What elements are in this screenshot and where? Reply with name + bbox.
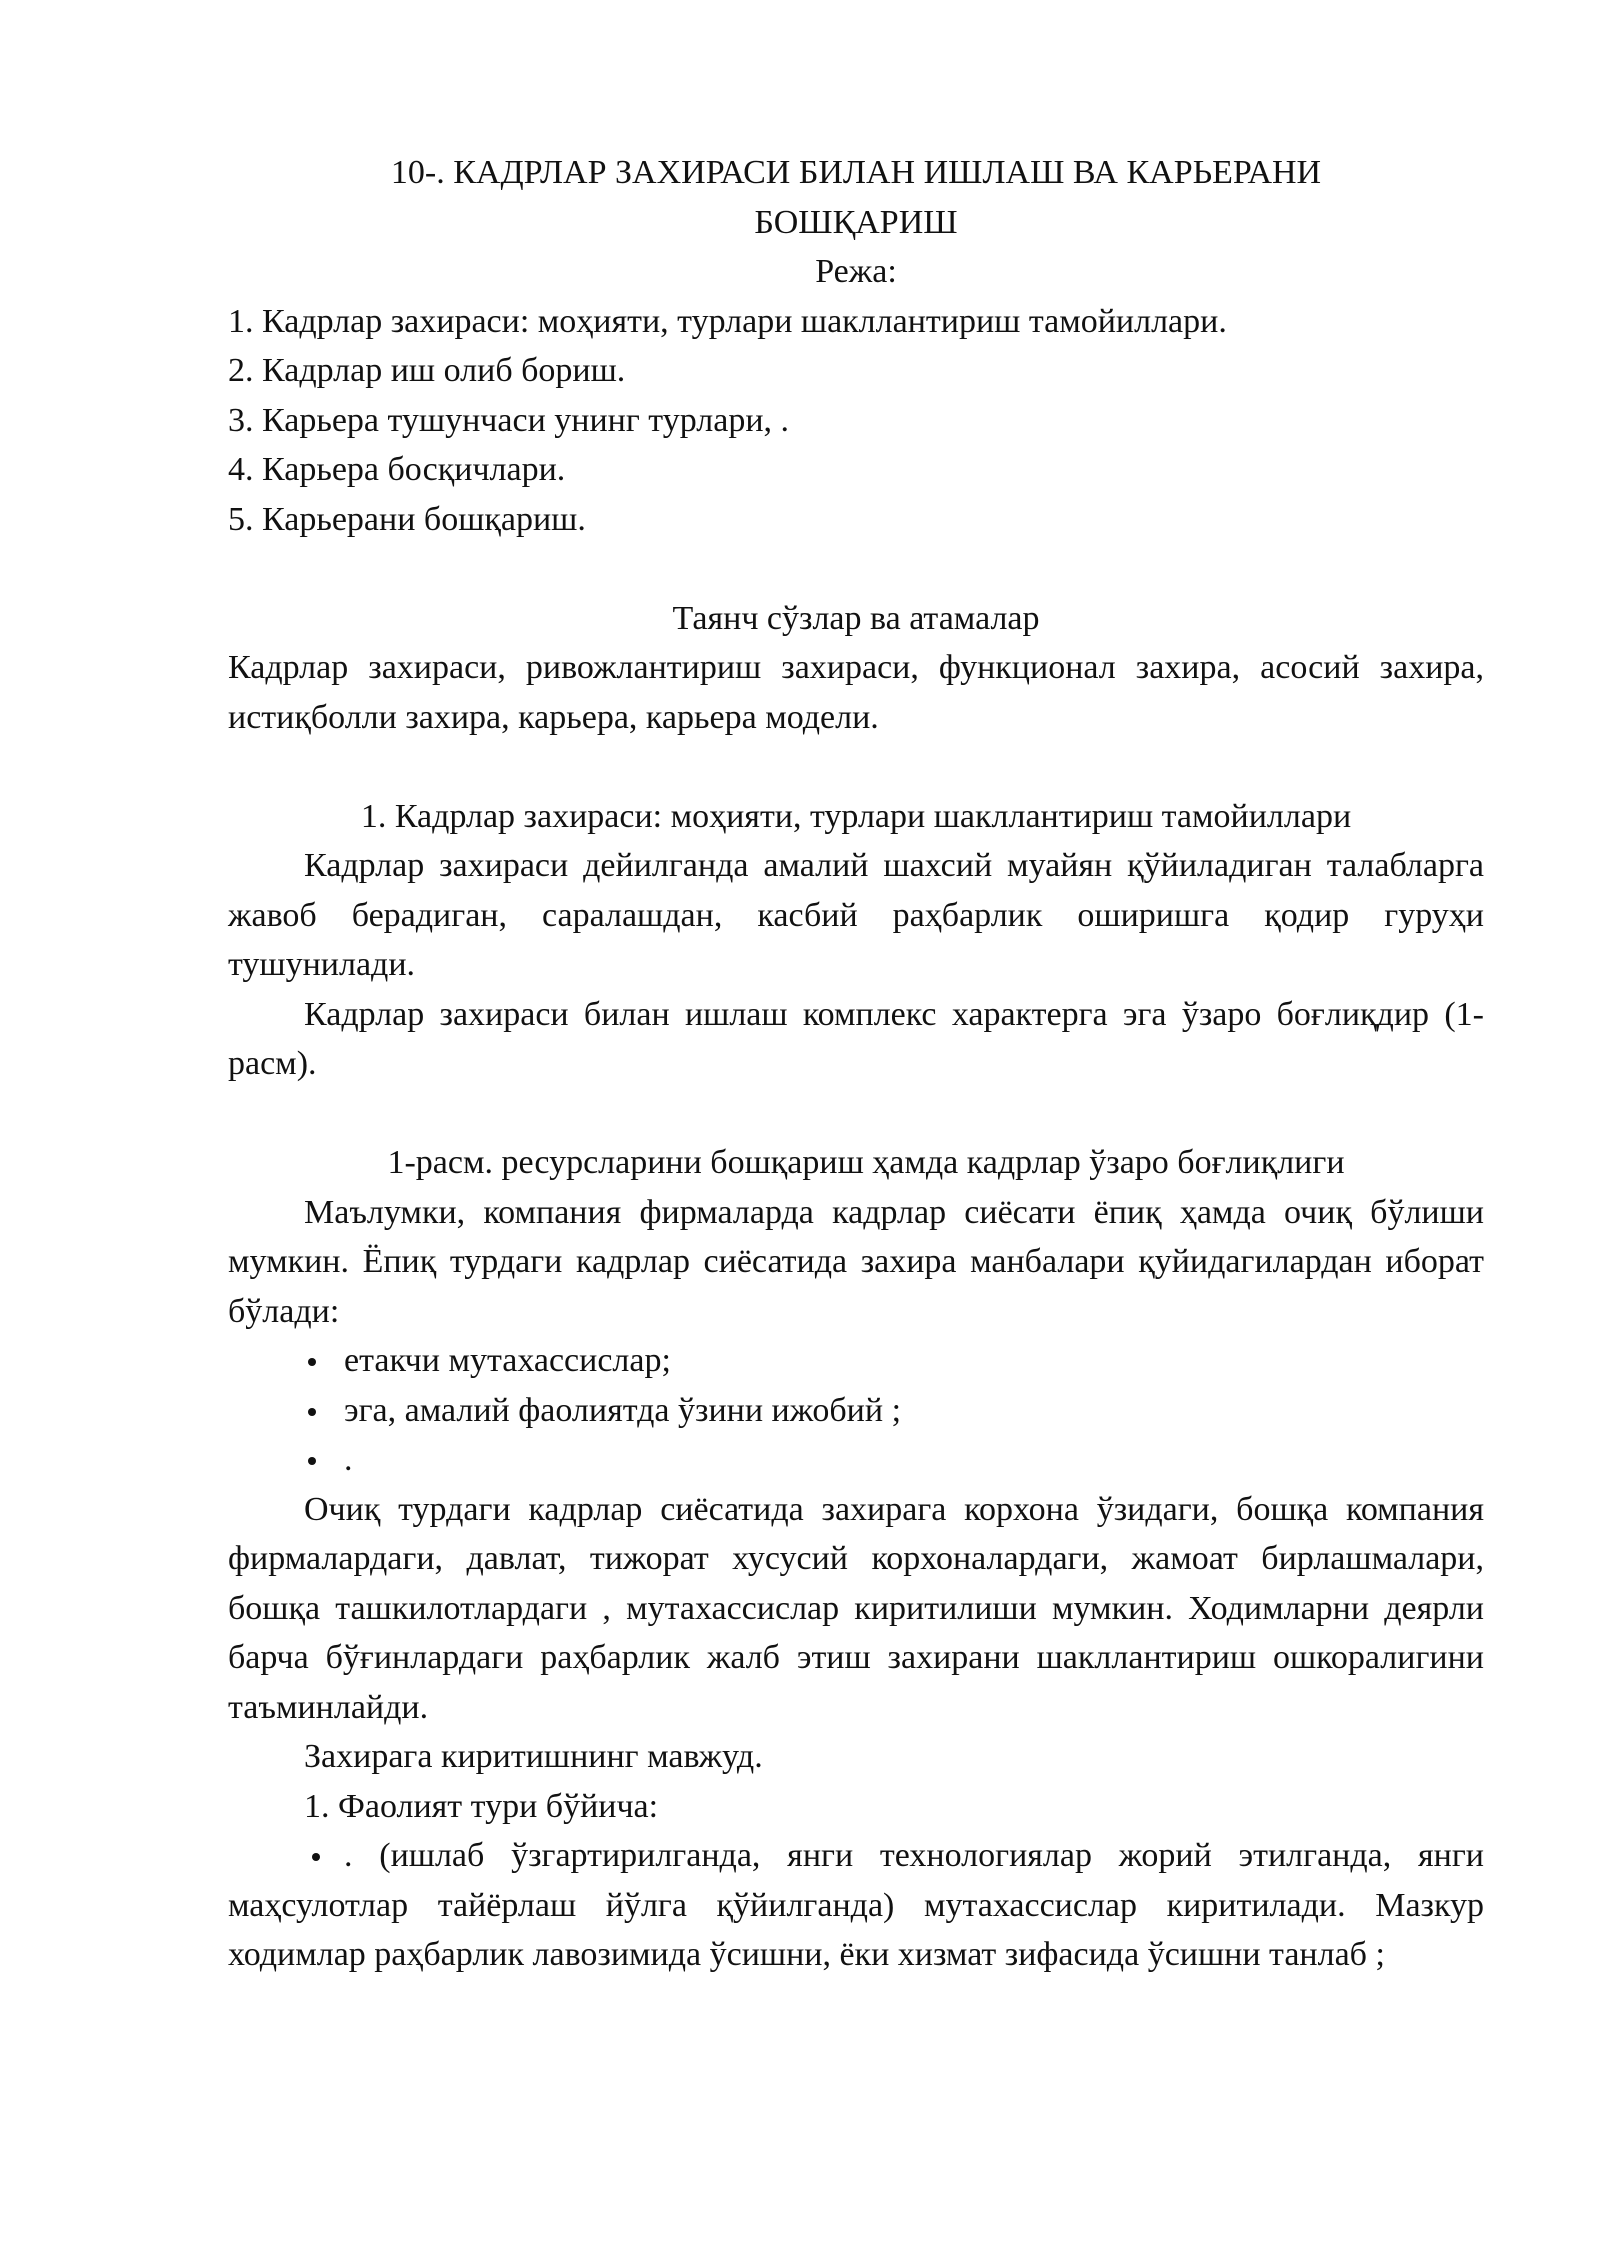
bullet-paragraph-text: . (ишлаб ўзгартирилганда, янги технологиялар жорий этилганда, янги маҳсулотлар тайёрлаш йўлга қўйилганда) мутахассислар киритилади. Мазкур ходимлар раҳбарлик лавозимида ўсишни, ёки хизмат зифасида ўсишни танлаб ; <box>228 1837 1484 1973</box>
document-title <box>228 148 1484 247</box>
keywords-text: Кадрлар захираси, ривожлантириш захираси, функционал захира, асосий захира, истиқболли захира, карьера, карьера модели. <box>228 649 1484 736</box>
spacer <box>228 742 1484 792</box>
bullet-item: етакчи мутахассислар; <box>304 1336 1484 1386</box>
plan-item: 2. Кадрлар иш олиб бориш. <box>228 352 626 389</box>
plan-item: 3. Карьера тушунчаси унинг турлари, . <box>228 401 790 439</box>
paragraph: Очиқ турдаги кадрлар сиёсатида захирага корхона ўзидаги, бошқа компания фирмалардаги, давлат, тижорат хусусий корхоналардаги, жамоат бирлашмалари, бошқа ташкилотлардаги , мутахассислар киритилиши мумкин. Ходимларни деярли барча бўғинлардаги раҳбарлик жалб этиш захирани шакллантириш ошкоралигини таъминлайди. <box>228 1490 1484 1726</box>
bullet-item: эга, амалий фаолиятда ўзини ижобий ; <box>304 1386 1484 1436</box>
paragraph: Захирага киритишнинг мавжуд. <box>304 1738 763 1775</box>
figure-caption: 1-расм. ресурсларини бошқариш ҳамда кадрлар ўзаро боғлиқлиги <box>387 1144 1345 1181</box>
paragraph: Кадрлар захираси билан ишлаш комплекс характерга эга ўзаро боғлиқдир (1- расм). <box>228 995 1484 1082</box>
bullet-paragraph <box>228 1831 1484 1980</box>
section-heading: 1. Кадрлар захираси: моҳияти, турлари шакллантириш тамойиллари <box>360 797 1352 835</box>
bullet-item: . <box>304 1435 1484 1485</box>
spacer <box>228 1089 1484 1139</box>
plan-heading: Режа: <box>815 253 897 290</box>
paragraph: Кадрлар захираси дейилганда амалий шахсий муайян қўйиладиган талабларга жавоб берадиган, саралашдан, касбий раҳбарлик оширишга қодир гуруҳи тушунилади. <box>228 847 1484 983</box>
bullet-dot <box>312 1853 320 1861</box>
plan-list <box>228 297 1484 545</box>
keywords-heading: Таянч сўзлар ва атамалар <box>672 599 1040 637</box>
document-page <box>228 148 1484 1980</box>
spacer <box>228 544 1484 594</box>
plan-item: 5. Карьерани бошқариш. <box>228 500 586 538</box>
paragraph: 1. Фаолият тури бўйича: <box>304 1787 659 1825</box>
bullet-list <box>228 1336 1484 1485</box>
plan-item: 4. Карьера босқичлари. <box>228 451 566 488</box>
title-line-2: БОШҚАРИШ <box>754 203 958 241</box>
paragraph: Маълумки, компания фирмаларда кадрлар сиёсати ёпиқ ҳамда очиқ бўлиши мумкин. Ёпиқ турдаги кадрлар сиёсатида захира манбалари қуйидагилардан иборат бўлади: <box>228 1193 1484 1330</box>
plan-item: 1. Кадрлар захираси: моҳияти, турлари шакллантириш тамойиллари. <box>228 302 1227 340</box>
title-line-1: 10-. КАДРЛАР ЗАХИРАСИ БИЛАН ИШЛАШ ВА КАРЬЕРАНИ <box>390 154 1322 191</box>
